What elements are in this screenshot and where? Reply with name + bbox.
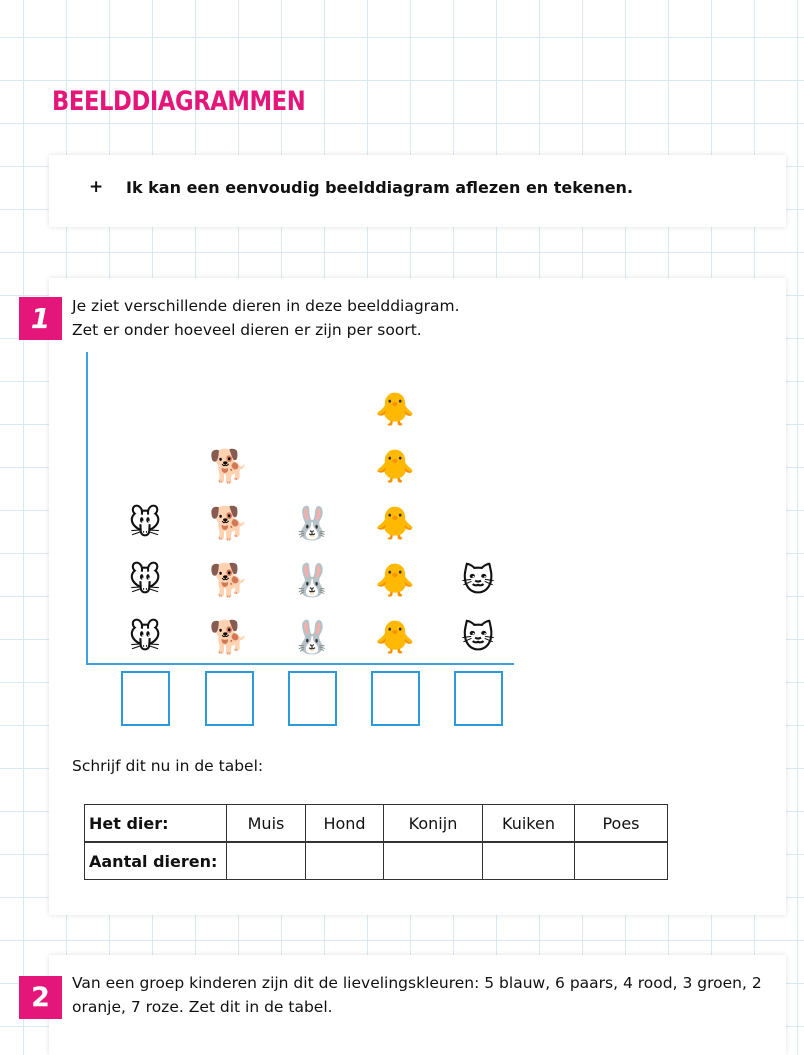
table-cell-hond: Hond bbox=[306, 805, 384, 843]
rabbit-icon: 🐰 bbox=[292, 561, 332, 599]
exercise-2-number: 2 bbox=[19, 976, 62, 1019]
chart-x-axis bbox=[86, 663, 514, 665]
answer-box-poes[interactable] bbox=[454, 671, 503, 726]
table-answer-konijn[interactable] bbox=[384, 842, 483, 880]
mouse-icon: 🐭 bbox=[128, 618, 162, 656]
exercise-1-instruction bbox=[72, 294, 460, 342]
answer-box-kuiken[interactable] bbox=[371, 671, 420, 726]
exercise-1-number: 1 bbox=[19, 297, 62, 340]
answer-box-muis[interactable] bbox=[121, 671, 170, 726]
dog-icon: 🐕 bbox=[209, 504, 249, 542]
dog-icon: 🐕 bbox=[209, 618, 249, 656]
chick-icon: 🐥 bbox=[375, 618, 415, 656]
table-answer-muis[interactable] bbox=[227, 842, 306, 880]
rabbit-icon: 🐰 bbox=[292, 504, 332, 542]
chick-icon: 🐥 bbox=[375, 561, 415, 599]
chick-icon: 🐥 bbox=[375, 447, 415, 485]
plus-icon: + bbox=[89, 177, 104, 197]
learning-goal-text: Ik kan een eenvoudig beelddiagram aflezen en tekenen. bbox=[126, 178, 634, 197]
chick-icon: 🐥 bbox=[375, 390, 415, 428]
table-row bbox=[85, 805, 668, 843]
rabbit-icon: 🐰 bbox=[292, 618, 332, 656]
table-cell-konijn: Konijn bbox=[384, 805, 483, 843]
table-answer-poes[interactable] bbox=[575, 842, 668, 880]
exercise-1-instruction-line1: Je ziet verschillende dieren in deze beelddiagram. bbox=[72, 297, 460, 315]
write-prompt: Schrijf dit nu in de tabel: bbox=[72, 757, 264, 775]
answer-box-hond[interactable] bbox=[205, 671, 254, 726]
page-title: BEELDDIAGRAMMEN bbox=[52, 86, 306, 117]
chick-icon: 🐥 bbox=[375, 504, 415, 542]
exercise-1-instruction-line2: Zet er onder hoeveel dieren er zijn per soort. bbox=[72, 321, 422, 339]
table-header-count: Aantal dieren: bbox=[85, 842, 227, 880]
chart-y-axis bbox=[86, 352, 88, 665]
answer-box-konijn[interactable] bbox=[288, 671, 337, 726]
table-answer-kuiken[interactable] bbox=[483, 842, 575, 880]
table-cell-poes: Poes bbox=[575, 805, 668, 843]
mouse-icon: 🐭 bbox=[128, 561, 162, 599]
table-row bbox=[85, 842, 668, 880]
table-cell-muis: Muis bbox=[227, 805, 306, 843]
mouse-icon: 🐭 bbox=[128, 504, 162, 542]
animal-count-table bbox=[84, 804, 668, 880]
table-header-animal: Het dier: bbox=[85, 805, 227, 843]
exercise-2-instruction: Van een groep kinderen zijn dit de lievelingskleuren: 5 blauw, 6 paars, 4 rood, 3 groen, 2 oranje, 7 roze. Zet dit in de tabel. bbox=[72, 974, 762, 1016]
dog-icon: 🐕 bbox=[209, 561, 249, 599]
table-answer-hond[interactable] bbox=[306, 842, 384, 880]
table-cell-kuiken: Kuiken bbox=[483, 805, 575, 843]
dog-icon: 🐕 bbox=[209, 447, 249, 485]
cat-icon: 🐱 bbox=[461, 561, 495, 599]
cat-icon: 🐱 bbox=[461, 618, 495, 656]
learning-goal-card bbox=[49, 155, 786, 227]
